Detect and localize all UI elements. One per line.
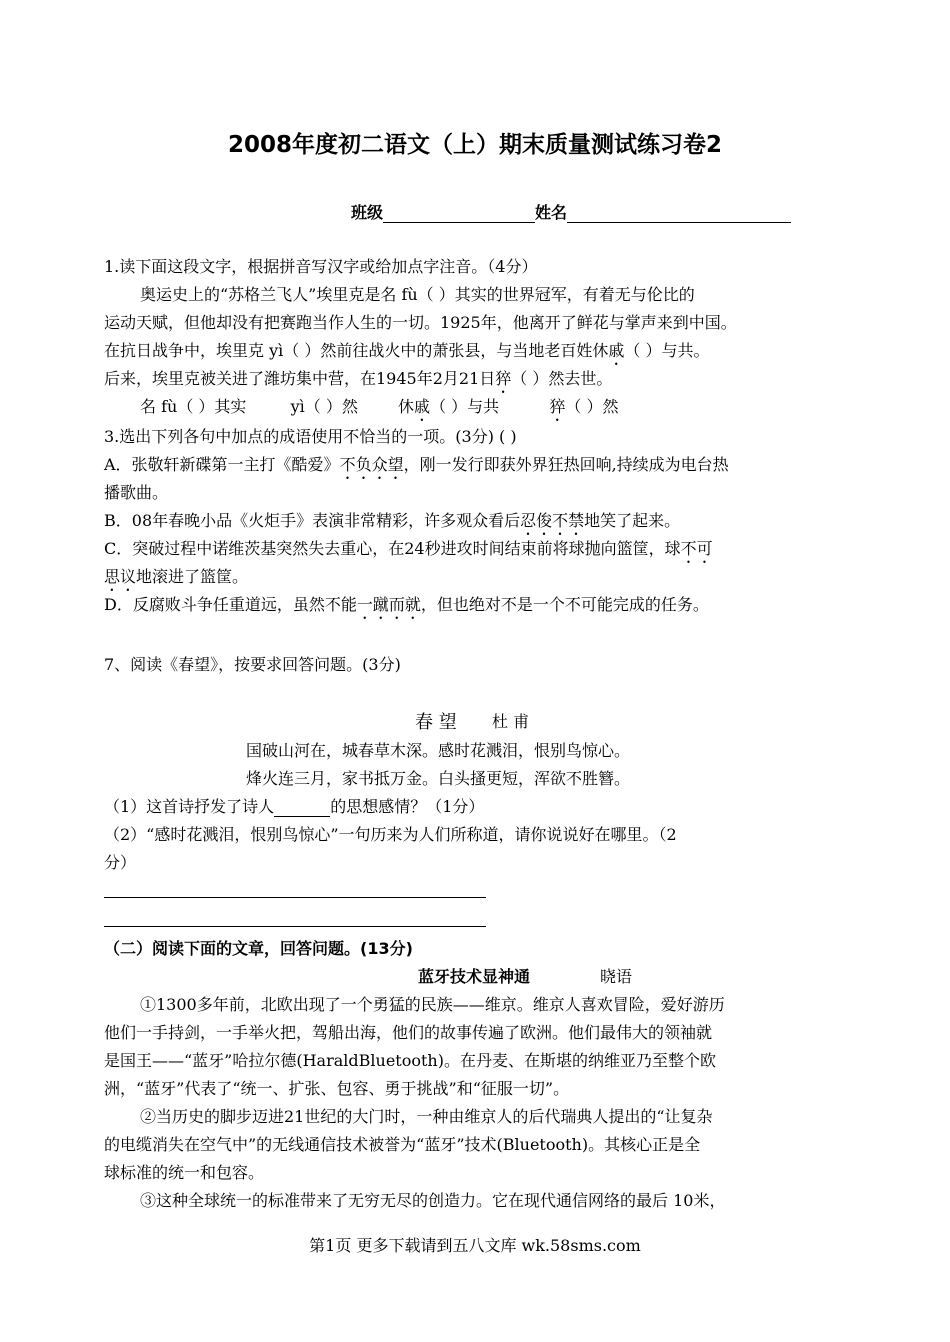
q3-option-d: D．反腐败斗争任重道远，虽然不能一蹴而就，但也绝对不是一个不可能完成的任务。	[104, 595, 709, 614]
q3-option-c-cont: 思议地滚进了篮筐。	[104, 567, 249, 586]
answer-line-2[interactable]	[104, 926, 486, 927]
page-footer: 第1页 更多下载请到五八文库 wk.58sms.com	[309, 1236, 641, 1255]
article-para3-line1: ③这种全球统一的标准带来了无穷无尽的创造力。它在现代通信网络的最后 10米，	[140, 1191, 726, 1210]
q7-sub2-cont: 分）	[104, 853, 137, 872]
article-para1-line4: 洲，“蓝牙”代表了“统一、扩张、包容、勇于挑战”和“征服一切”。	[104, 1079, 570, 1098]
article-author: 晓语	[600, 967, 633, 986]
article-para2-line3: 球标准的统一和包容。	[104, 1163, 265, 1182]
q7-sub1: （1）这首诗抒发了诗人 的思想感情？（1分）	[104, 797, 485, 816]
q1-answer-d: 猝（ ）然	[549, 397, 619, 416]
article-para1-line1: ①1300多年前，北欧出现了一个勇猛的民族——维京。维京人喜欢冒险，爱好游历	[140, 995, 725, 1014]
poem-line1: 国破山河在，城春草木深。感时花溅泪，恨别鸟惊心。	[246, 741, 631, 760]
q1-answer-b: yì（ ）然	[290, 397, 358, 416]
q1-para-line1: 奥运史上的“苏格兰飞人”埃里克是名 fù（ ）其实的世界冠军，有着无与伦比的	[140, 285, 695, 304]
q7-sub1-blank[interactable]	[274, 800, 330, 817]
q1-answer-a: 名 fù（ ）其实	[140, 397, 247, 416]
article-title: 蓝牙技术显神通	[418, 967, 531, 986]
article-para2-line1: ②当历史的脚步迈进21世纪的大门时，一种由维京人的后代瑞典人提出的“让复杂	[140, 1107, 713, 1126]
poem-title: 春 望	[415, 712, 457, 733]
class-blank[interactable]	[383, 206, 535, 223]
q3-prompt: 3.选出下列各句中加点的成语使用不恰当的一项。(3分) ( )	[104, 427, 517, 446]
article-para2-line2: 的电缆消失在空气中”的无线通信技术被誉为“蓝牙”技术(Bluetooth)。其核心正是全	[104, 1135, 701, 1154]
q7-sub2: （2）“感时花溅泪，恨别鸟惊心”一句历来为人们所称道，请你说说好在哪里。（2	[104, 825, 677, 844]
article-para1-line3: 是国王——“蓝牙”哈拉尔德(HaraldBluetooth)。在丹麦、在斯堪的纳维亚乃至整个欧	[104, 1051, 716, 1070]
page-title: 2008年度初二语文（上）期末质量测试练习卷2	[227, 132, 723, 158]
q3-option-b: B．08年春晚小品《火炬手》表演非常精彩，许多观众看后忍俊不禁地笑了起来。	[104, 511, 681, 530]
q1-answer-c: 休戚（ ）与共	[398, 397, 500, 416]
q1-prompt: 1.读下面这段文字，根据拼音写汉字或给加点字注音。（4分）	[104, 257, 538, 276]
answer-line-1[interactable]	[104, 897, 486, 898]
q1-answer-row	[140, 394, 618, 425]
name-label: 姓名	[535, 203, 568, 222]
poem-author: 杜 甫	[492, 712, 530, 731]
class-label: 班级	[351, 203, 384, 222]
name-blank[interactable]	[567, 206, 791, 223]
q1-para-line2: 运动天赋，但他却没有把赛跑当作人生的一切。1925年，他离开了鲜花与掌声来到中国。	[104, 313, 737, 332]
article-para1-line2: 他们一手持剑，一手举火把，驾船出海，他们的故事传遍了欧洲。他们最伟大的领袖就	[104, 1023, 713, 1042]
q3-option-a-cont: 播歌曲。	[104, 483, 169, 502]
class-name-line	[351, 200, 791, 223]
q1-para-line3: 在抗日战争中，埃里克 yì（ ）然前往战火中的萧张县，与当地老百姓休戚（ ）与共。	[104, 341, 710, 360]
poem-line2: 烽火连三月，家书抵万金。白头搔更短，浑欲不胜簪。	[246, 769, 631, 788]
q7-prompt: 7、阅读《春望》，按要求回答问题。(3分)	[104, 655, 401, 674]
q3-option-a: A．张敬轩新碟第一主打《酷爱》不负众望，刚一发行即获外界狂热回响,持续成为电台热	[104, 455, 729, 474]
section2-heading: （二）阅读下面的文章，回答问题。(13分)	[104, 939, 413, 958]
q1-para-line4: 后来，埃里克被关进了潍坊集中营，在1945年2月21日猝（ ）然去世。	[104, 369, 613, 388]
q3-option-c: C．突破过程中诺维茨基突然失去重心，在24秒进攻时间结束前将球抛向篮筐，球不可	[104, 539, 713, 558]
